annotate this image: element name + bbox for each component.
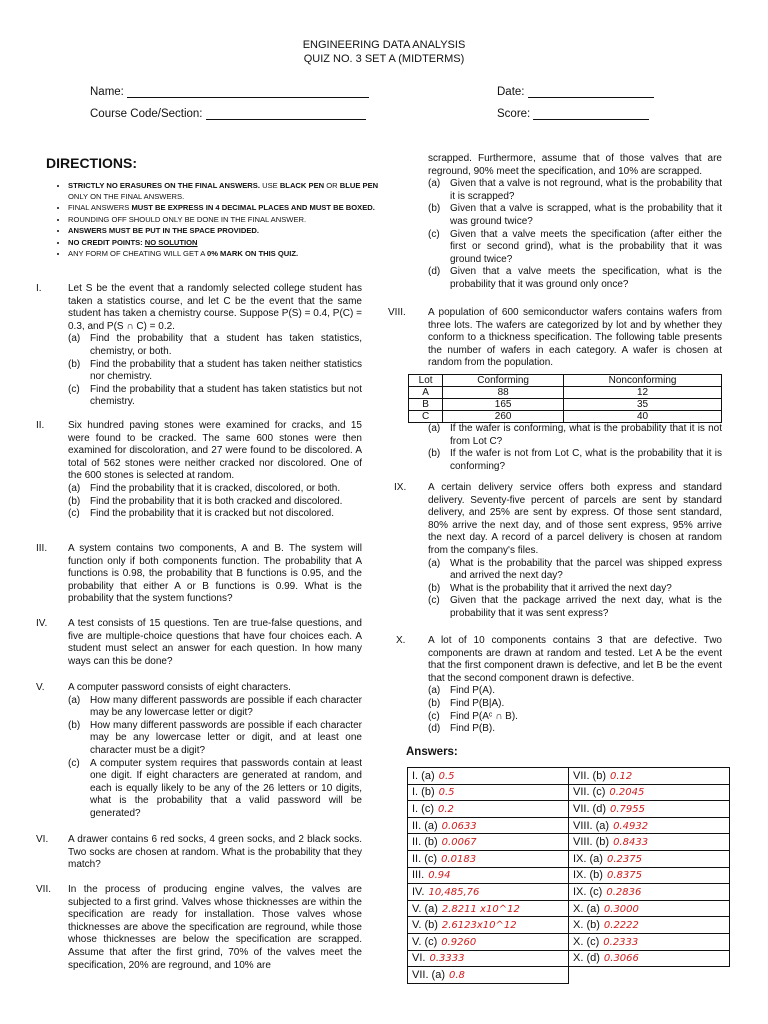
date-label: Date: <box>497 86 525 98</box>
handwritten-answer: 0.8433 <box>613 837 649 849</box>
table-cell: B <box>409 399 443 411</box>
table-cell: A <box>409 387 443 399</box>
handwritten-answer: 0.0067 <box>441 837 477 849</box>
table-header: Nonconforming <box>564 375 722 387</box>
answer-cell[interactable]: VII. (d) 0.7955 <box>569 801 730 818</box>
table-row <box>409 411 722 423</box>
question-8-subs: (a) If the wafer is conforming, what is the probability that it is not from Lot C? (b) If the wafer is not from Lot C, what is the probability that it is conforming? <box>428 423 722 472</box>
handwritten-answer: 0.0633 <box>441 820 477 832</box>
answers-heading: Answers: <box>406 746 458 758</box>
answer-cell[interactable]: I. (c) 0.2 <box>408 801 569 818</box>
answer-row <box>408 768 730 785</box>
table-cell: 165 <box>443 399 564 411</box>
name-label: Name: <box>90 86 124 98</box>
course-line <box>206 108 366 120</box>
table-header: Lot <box>409 375 443 387</box>
answer-cell[interactable]: I. (b) 0.5 <box>408 784 569 801</box>
table-cell: 88 <box>443 387 564 399</box>
answer-cell[interactable]: X. (d) 0.3066 <box>569 950 730 967</box>
answer-cell[interactable]: VII. (a) 0.8 <box>408 967 569 984</box>
document-subtitle: QUIZ NO. 3 SET A (MIDTERMS) <box>303 53 465 65</box>
answer-cell[interactable]: II. (c) 0.0183 <box>408 850 569 867</box>
answer-row <box>408 967 730 984</box>
handwritten-answer: 0.2045 <box>609 787 645 799</box>
answer-cell[interactable]: V. (c) 0.9260 <box>408 933 569 950</box>
date-field[interactable] <box>497 86 654 98</box>
answer-row <box>408 917 730 934</box>
name-field[interactable] <box>90 86 369 98</box>
answer-cell[interactable]: V. (b) 2.6123x10^12 <box>408 917 569 934</box>
question-4: IV. A test consists of 15 questions. Ten are true-false questions, and five are multiple-choice questions that have four choices each. A student must select an answer for each question. In how many ways can this be done? <box>36 618 362 667</box>
score-label: Score: <box>497 108 531 120</box>
table-cell: C <box>409 411 443 423</box>
answer-cell[interactable]: I. (a) 0.5 <box>408 768 569 785</box>
handwritten-answer: 10,485,76 <box>428 886 480 898</box>
answer-row <box>408 950 730 967</box>
directions-list <box>48 180 388 259</box>
question-2: II. Six hundred paving stones were examined for cracks, and 15 were found to be cracked. The same 600 stones were then examined for discoloration, and 27 were found to be discolored. A total of 562 stones were neither cracked nor discolored. One of the 600 stones is selected at random. (a) Find the probability that it is cracked, discolored, or both. (b) Find the probability that it is both cracked and discolored. (c) Find the probability that it is cracked but not discolored. <box>36 420 362 520</box>
answer-row <box>408 884 730 901</box>
answer-grid <box>407 767 730 984</box>
date-line <box>528 86 654 98</box>
handwritten-answer: 0.9260 <box>441 936 477 948</box>
answer-cell[interactable]: IV. 10,485,76 <box>408 884 569 901</box>
answer-row <box>408 867 730 884</box>
empty-cell <box>569 967 730 984</box>
table-cell: 40 <box>564 411 722 423</box>
question-9: IX. A certain delivery service offers both express and standard delivery. Seventy-five percent of parcels are sent by standard delivery, and 25% are sent by express. Of those sent standard, 80% arrive the next day, and of those sent express, 95% arrive the next day. A record of a parcel delivery is chosen at random from the company's files. (a) What is the probability that the parcel was shipped express and arrived the next day? (b) What is the probability that it arrived the next day? (c) Given that the package arrived the next day, what is the probability that it was sent express? <box>394 482 722 619</box>
direction-item: • STRICTLY NO ERASURES ON THE FINAL ANSWERS. USE BLACK PEN OR BLUE PEN ONLY ON THE FINAL ANSWERS. <box>68 180 388 202</box>
answer-cell[interactable]: X. (a) 0.3000 <box>569 900 730 917</box>
handwritten-answer: 0.2836 <box>606 886 642 898</box>
table-row <box>409 399 722 411</box>
answer-cell[interactable]: VII. (b) 0.12 <box>569 768 730 785</box>
answer-row <box>408 784 730 801</box>
handwritten-answer: 0.8375 <box>606 870 642 882</box>
direction-item: • ROUNDING OFF SHOULD ONLY BE DONE IN THE FINAL ANSWER. <box>68 214 388 225</box>
handwritten-answer: 0.2333 <box>603 936 639 948</box>
answer-cell[interactable]: III. 0.94 <box>408 867 569 884</box>
handwritten-answer: 0.3333 <box>429 953 465 965</box>
question-7: VII. In the process of producing engine valves, the valves are subjected to a first grind. Valves whose thicknesses are within the specification are ready for installation. Those valves whose thicknesses are above the specification are reground, while those whose thicknesses are below the specification are scrapped. Assume that after the first grind, 70% of the valves meet the specification, 20% are reground, and 10% are <box>36 884 362 971</box>
course-field[interactable] <box>90 108 366 120</box>
handwritten-answer: 0.5 <box>438 787 455 799</box>
answer-cell[interactable]: V. (a) 2.8211 x10^12 <box>408 900 569 917</box>
handwritten-answer: 0.3000 <box>603 903 639 915</box>
handwritten-answer: 2.8211 x10^12 <box>441 903 520 915</box>
question-3: III. A system contains two components, A and B. The system will function only if both components function. The probability that A functions is 0.98, the probability that B functions is 0.95, and the probability that either A or B functions is 0.99. What is the probability that the system functions? <box>36 543 362 605</box>
table-row <box>409 387 722 399</box>
answer-row <box>408 834 730 851</box>
answer-row <box>408 850 730 867</box>
handwritten-answer: 0.12 <box>610 770 633 782</box>
question-10: X. A lot of 10 components contains 3 that are defective. Two components are drawn at random and tested. Let A be the event that the first component drawn is defective, and let B be the event that the second component drawn is defective. (a) Find P(A). (b) Find P(B|A). (c) Find P(Aᶜ ∩ B). (d) Find P(B). <box>396 635 722 735</box>
answer-cell[interactable]: VIII. (b) 0.8433 <box>569 834 730 851</box>
score-line <box>533 108 649 120</box>
handwritten-answer: 0.5 <box>438 770 455 782</box>
answer-cell[interactable]: IX. (c) 0.2836 <box>569 884 730 901</box>
direction-item: • ANY FORM OF CHEATING WILL GET A 0% MARK ON THIS QUIZ. <box>68 248 388 259</box>
answer-cell[interactable]: VIII. (a) 0.4932 <box>569 817 730 834</box>
handwritten-answer: 2.6123x10^12 <box>441 920 517 932</box>
handwritten-answer: 0.4932 <box>613 820 649 832</box>
answer-row <box>408 900 730 917</box>
answer-cell[interactable]: VII. (c) 0.2045 <box>569 784 730 801</box>
direction-item: • NO CREDIT POINTS: NO SOLUTION <box>68 237 388 248</box>
score-field[interactable] <box>497 108 649 120</box>
question-7-continued: scrapped. Furthermore, assume that of those valves that are reground, 90% meet the specification, and 10% are scrapped. (a) Given that a valve is not reground, what is the probability that it is scrapped? (b) Given that a valve is scrapped, what is the probability that it was ground twice? (c) Given that a valve meets the specification (after either the first or second grind), what is the probability that it was ground twice? (d) Given that a valve meets the specification, what is the probability that it was ground only once? <box>428 153 722 290</box>
table-cell: 35 <box>564 399 722 411</box>
table-header: Conforming <box>443 375 564 387</box>
answer-row <box>408 801 730 818</box>
question-8: VIII. A population of 600 semiconductor wafers contains wafers from three lots. The wafers are categorized by lot and by whether they conform to a thickness specification. The following table presents the number of wafers in each category. A wafer is chosen at random from the population. <box>388 307 722 369</box>
answer-row <box>408 817 730 834</box>
table-cell: 12 <box>564 387 722 399</box>
directions-heading: DIRECTIONS: <box>46 155 137 171</box>
document-title: ENGINEERING DATA ANALYSIS <box>302 39 466 51</box>
handwritten-answer: 0.3066 <box>603 953 639 965</box>
answer-cell[interactable]: X. (b) 0.2222 <box>569 917 730 934</box>
answer-cell[interactable]: IX. (b) 0.8375 <box>569 867 730 884</box>
answer-cell[interactable]: II. (a) 0.0633 <box>408 817 569 834</box>
course-label: Course Code/Section: <box>90 108 203 120</box>
handwritten-answer: 0.94 <box>428 870 451 882</box>
handwritten-answer: 0.2222 <box>603 920 639 932</box>
table-cell: 260 <box>443 411 564 423</box>
handwritten-answer: 0.0183 <box>441 853 477 865</box>
answer-cell[interactable]: VI. 0.3333 <box>408 950 569 967</box>
question-5: V. A computer password consists of eight characters. (a) How many different passwords are possible if each character may be any lowercase letter or digit? (b) How many different passwords are possible if each character may be any lowercase letter or digit, and at least one character must be a digit? (c) A computer system requires that passwords contain at least one digit. If eight characters are generated at random, and each is equally likely to be any of the 26 letters or 10 digits, what is the probability that a valid password will be generated? <box>36 682 362 819</box>
handwritten-answer: 0.2 <box>438 803 454 815</box>
answer-cell[interactable]: IX. (a) 0.2375 <box>569 850 730 867</box>
answer-row <box>408 933 730 950</box>
name-line <box>127 86 369 98</box>
answer-cell[interactable]: X. (c) 0.2333 <box>569 933 730 950</box>
direction-item: • FINAL ANSWERS MUST BE EXPRESS IN 4 DECIMAL PLACES AND MUST BE BOXED. <box>68 202 388 213</box>
direction-item: • ANSWERS MUST BE PUT IN THE SPACE PROVIDED. <box>68 225 388 236</box>
answer-cell[interactable]: II. (b) 0.0067 <box>408 834 569 851</box>
wafer-table <box>408 374 722 423</box>
handwritten-answer: 0.2375 <box>606 853 642 865</box>
table-header-row <box>409 375 722 387</box>
question-1: I. Let S be the event that a randomly selected college student has taken a statistics course, and let C be the event that the same student has taken a chemistry course. Suppose P(S) = 0.4, P(C) = 0.3, and P(S ∩ C) = 0.2. (a) Find the probability that a student has taken statistics, chemistry, or both. (b) Find the probability that a student has taken neither statistics nor chemistry. (c) Find the probability that a student has taken statistics but not chemistry. <box>36 283 362 408</box>
question-6: VI. A drawer contains 6 red socks, 4 green socks, and 2 black socks. Two socks are chosen at random. What is the probability that they match? <box>36 834 362 871</box>
handwritten-answer: 0.8 <box>449 969 465 981</box>
handwritten-answer: 0.7955 <box>610 803 646 815</box>
